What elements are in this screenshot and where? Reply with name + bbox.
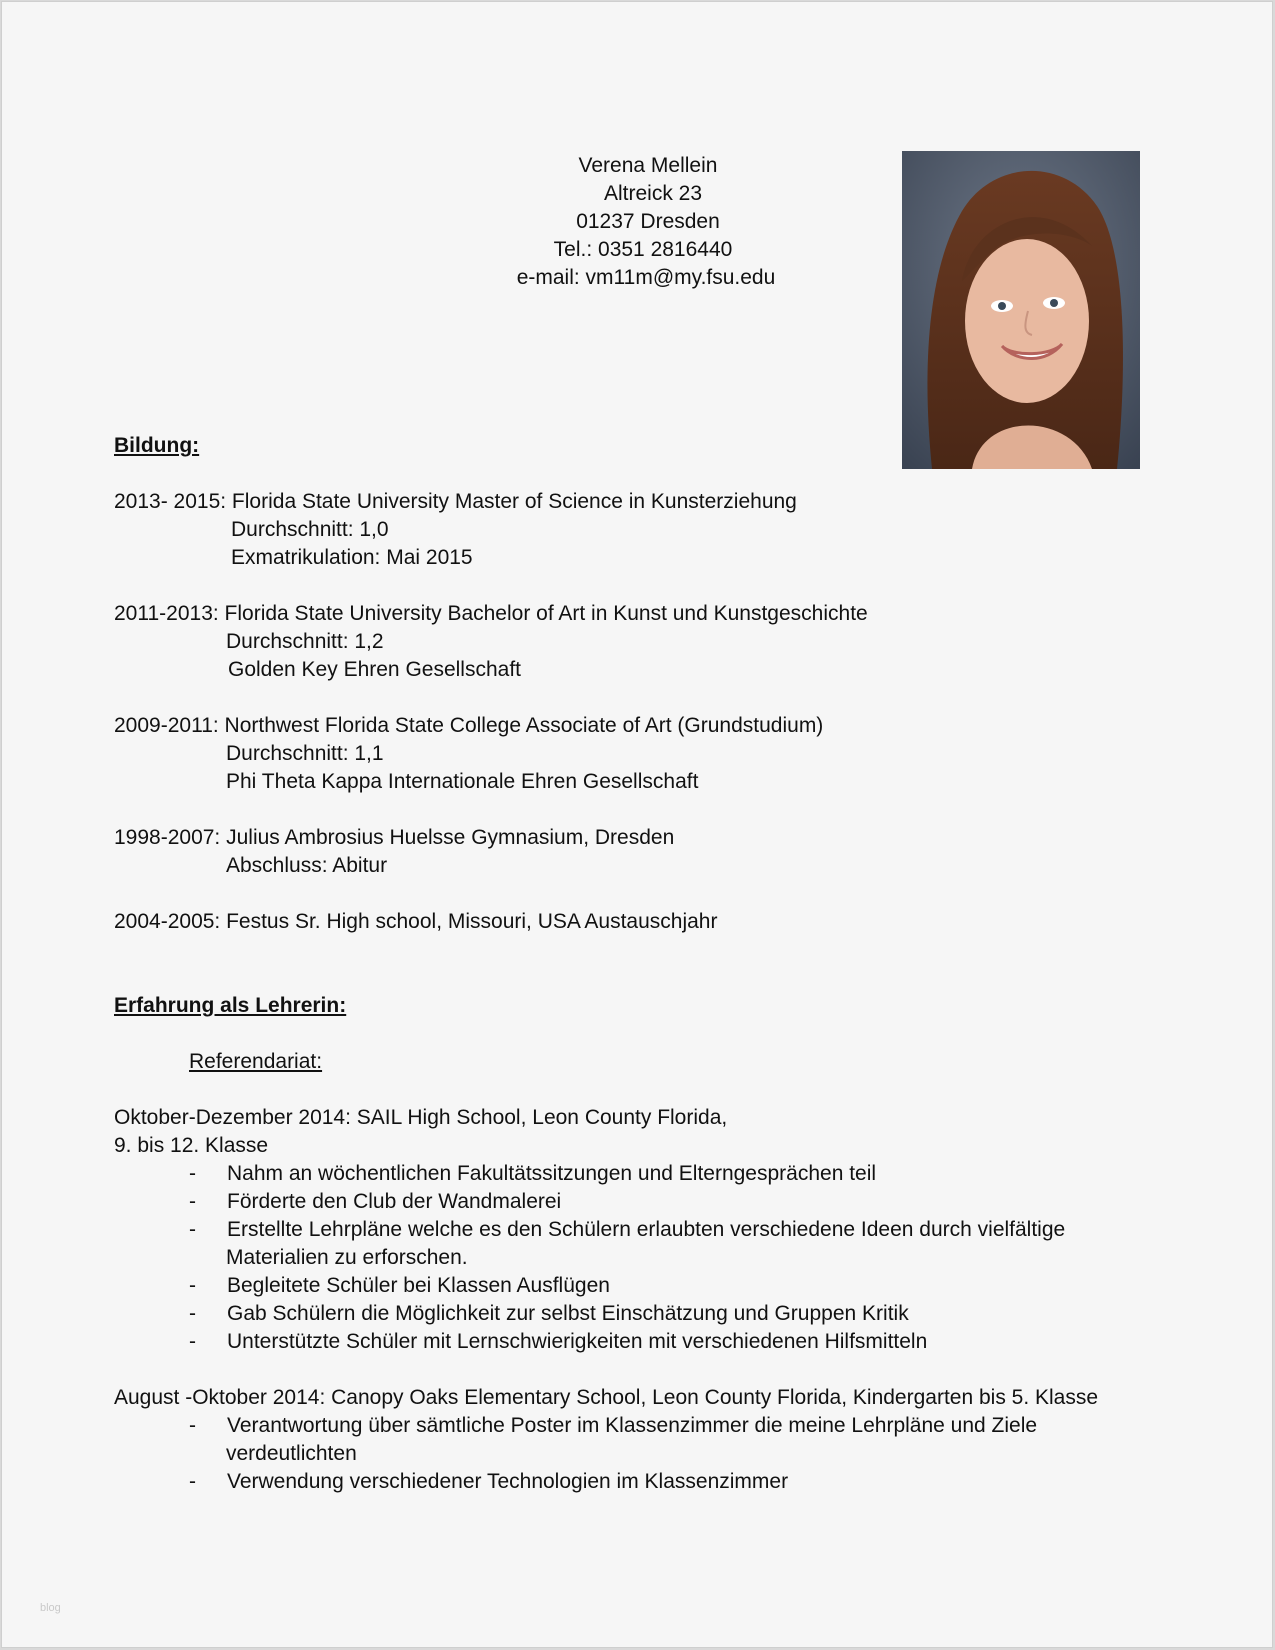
email-line: e-mail: vm11m@my.fsu.edu (516, 266, 776, 289)
bullet-dash: - (189, 1162, 196, 1185)
edu-entry-2-title: 2011-2013: Florida State University Bachelor of Art in Kunst und Kunstgeschichte (114, 602, 868, 625)
edu-entry-4-detail: Abschluss: Abitur (226, 854, 388, 877)
job-1-title: Oktober-Dezember 2014: SAIL High School, Leon County Florida, (114, 1106, 728, 1129)
bullet-dash: - (189, 1330, 196, 1353)
job-1-subtitle: 9. bis 12. Klasse (114, 1134, 269, 1157)
edu-entry-4-title: 1998-2007: Julius Ambrosius Huelsse Gymnasium, Dresden (114, 826, 675, 849)
job-2-title: August -Oktober 2014: Canopy Oaks Elementary School, Leon County Florida, Kindergarten bis 5. Klasse (114, 1386, 1099, 1409)
bullet-dash: - (189, 1470, 196, 1493)
portrait-photo (902, 151, 1140, 469)
section-heading-bildung: Bildung: (114, 434, 200, 457)
street-line: Altreick 23 (603, 182, 703, 205)
edu-entry-3-detail: Durchschnitt: 1,1 (226, 742, 384, 765)
name-line: Verena Mellein (578, 154, 718, 177)
job-2-bullet: Verantwortung über sämtliche Poster im Klassenzimmer die meine Lehrpläne und Ziele (227, 1414, 1038, 1437)
bullet-dash: - (189, 1190, 196, 1213)
job-1-bullet: Nahm an wöchentlichen Fakultätssitzungen und Elterngesprächen teil (227, 1162, 877, 1185)
edu-entry-3-title: 2009-2011: Northwest Florida State College Associate of Art (Grundstudium) (114, 714, 824, 737)
job-1-bullet: Begleitete Schüler bei Klassen Ausflügen (227, 1274, 610, 1297)
subheading-referendariat: Referendariat: (189, 1050, 323, 1073)
watermark: blog (40, 1602, 61, 1614)
phone-line: Tel.: 0351 2816440 (553, 238, 733, 261)
cv-page (1, 1, 1273, 1648)
edu-entry-1-title: 2013- 2015: Florida State University Master of Science in Kunsterziehung (114, 490, 797, 513)
bullet-dash: - (189, 1414, 196, 1437)
job-1-bullet: Erstellte Lehrpläne welche es den Schülern erlaubten verschiedene Ideen durch vielfältige (227, 1218, 1066, 1241)
job-2-bullet: Verwendung verschiedener Technologien im Klassenzimmer (227, 1470, 789, 1493)
job-1-bullet: Förderte den Club der Wandmalerei (227, 1190, 562, 1213)
bullet-dash: - (189, 1274, 196, 1297)
edu-entry-2-detail: Golden Key Ehren Gesellschaft (228, 658, 521, 681)
city-line: 01237 Dresden (576, 210, 720, 233)
job-1-bullet-continuation: Materialien zu erforschen. (226, 1246, 468, 1269)
job-2-bullet-continuation: verdeutlichten (226, 1442, 357, 1465)
job-1-bullet: Unterstützte Schüler mit Lernschwierigkeiten mit verschiedenen Hilfsmitteln (227, 1330, 928, 1353)
section-heading-erfahrung: Erfahrung als Lehrerin: (114, 994, 347, 1017)
edu-entry-1-detail: Exmatrikulation: Mai 2015 (231, 546, 473, 569)
bullet-dash: - (189, 1218, 196, 1241)
edu-entry-5-title: 2004-2005: Festus Sr. High school, Missouri, USA Austauschjahr (114, 910, 718, 933)
job-1-bullet: Gab Schülern die Möglichkeit zur selbst Einschätzung und Gruppen Kritik (227, 1302, 909, 1325)
edu-entry-3-detail: Phi Theta Kappa Internationale Ehren Gesellschaft (226, 770, 699, 793)
edu-entry-2-detail: Durchschnitt: 1,2 (226, 630, 384, 653)
edu-entry-1-detail: Durchschnitt: 1,0 (231, 518, 389, 541)
bullet-dash: - (189, 1302, 196, 1325)
